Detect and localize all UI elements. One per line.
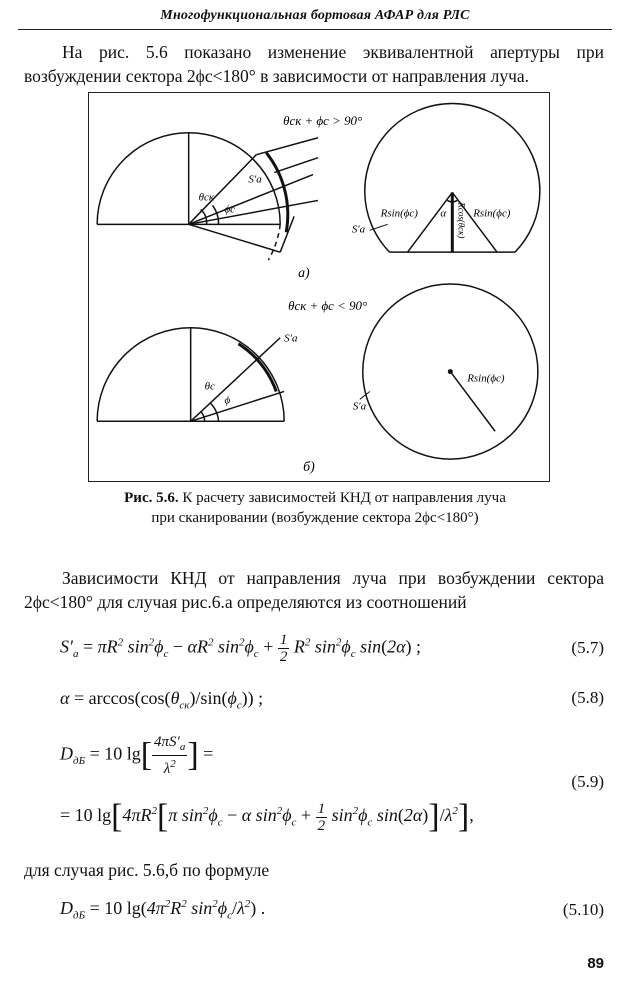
label-sa-b-right: S′а bbox=[352, 400, 367, 413]
label-rcos: Rcos(θск) bbox=[456, 202, 467, 239]
label-theta-ck: θск bbox=[198, 191, 214, 204]
caption-line1: К расчету зависимостей КНД от направления луча bbox=[182, 490, 506, 506]
page-number: 89 bbox=[587, 955, 604, 972]
figure-5-6 bbox=[88, 92, 550, 482]
caption-label: Рис. 5.6. bbox=[124, 490, 179, 506]
panel-a-right bbox=[365, 104, 540, 253]
label-alpha: α bbox=[440, 207, 447, 220]
label-sa-a-right: S′а bbox=[351, 223, 366, 236]
eq-5-9-number: (5.9) bbox=[571, 772, 604, 791]
paragraph-3 bbox=[24, 858, 604, 882]
equation-5-8: $\alpha = \arccos(\cos(\theta_{ск})/\sin(\phi_с))$ ; bbox=[60, 688, 264, 712]
label-rsin-right-a: Rsin(ϕс) bbox=[473, 207, 511, 220]
eq-5-8-number: (5.8) bbox=[571, 688, 604, 707]
header-rule bbox=[18, 29, 612, 30]
intro-text: На рис. 5.6 показано изменение эквивалентной апертуры при возбуждении сектора 2ϕc<180° в зависимости от направления луча. bbox=[24, 42, 604, 86]
label-theta-c: θс bbox=[204, 380, 215, 393]
equation-5-7: $S'_а = \pi R^2$ $\sin^2\phi_с - \alpha R^2$ $\sin^2\phi_с$ + $\frac{1}{2}$ $R^2$ $\sin^2\phi_с$ sin(2α) ; bbox=[60, 632, 422, 665]
text-3: для случая рис. 5.6,б по формуле bbox=[24, 860, 270, 880]
label-phi-c-a: ϕс bbox=[224, 203, 236, 216]
text-2: Зависимости КНД от направления луча при возбуждении сектора 2ϕс<180° для случая рис.6.а определяются из соотношений bbox=[24, 568, 604, 612]
label-sa-a-left: S′а bbox=[248, 173, 262, 186]
caption-line2: при сканировании (возбуждение сектора 2ϕс<180°) bbox=[151, 510, 479, 526]
center-dot bbox=[448, 369, 453, 374]
eq-5-7-number: (5.7) bbox=[571, 638, 604, 657]
running-header: Многофункциональная бортовая АФАР для РЛС bbox=[160, 8, 470, 23]
label-sa-b-left: S′а bbox=[284, 332, 298, 345]
figure-caption bbox=[40, 488, 590, 528]
label-rsin-left-a: Rsin(ϕс) bbox=[380, 207, 418, 220]
label-phi-b: ϕ bbox=[224, 394, 231, 407]
panel-b-left bbox=[97, 328, 284, 422]
equation-5-9-line2: = 10 $\lg[4\pi R^2[\pi$ $\sin^2\phi_с - \alpha$ $\sin^2\phi_с$ + $\frac{1}{2}$ $\sin^2\phi_с$ $\sin(2\alpha)]/\lambda^2$], bbox=[60, 798, 474, 835]
equation-5-9-line1: $D_{дБ} = 10$ lg[ $\frac{4\pi S'_а}{\lambda^2}$ ] = bbox=[60, 734, 214, 777]
panel-a-label: а) bbox=[298, 266, 310, 282]
figure-drawing bbox=[89, 93, 549, 481]
label-bottom: θск + ϕс < 90° bbox=[288, 297, 368, 313]
equation-5-10: $D_{дБ} = 10$ $\lg(4\pi^2R^2$ $\sin^2\phi_с/\lambda^2$) . bbox=[60, 898, 266, 922]
label-top: θск + ϕс > 90° bbox=[283, 112, 363, 128]
intro-paragraph bbox=[24, 40, 604, 88]
eq-5-10-number: (5.10) bbox=[562, 900, 604, 919]
panel-b-label: б) bbox=[303, 460, 315, 476]
paragraph-2 bbox=[24, 566, 604, 614]
label-rsin-b: Rsin(ϕс) bbox=[467, 372, 505, 385]
